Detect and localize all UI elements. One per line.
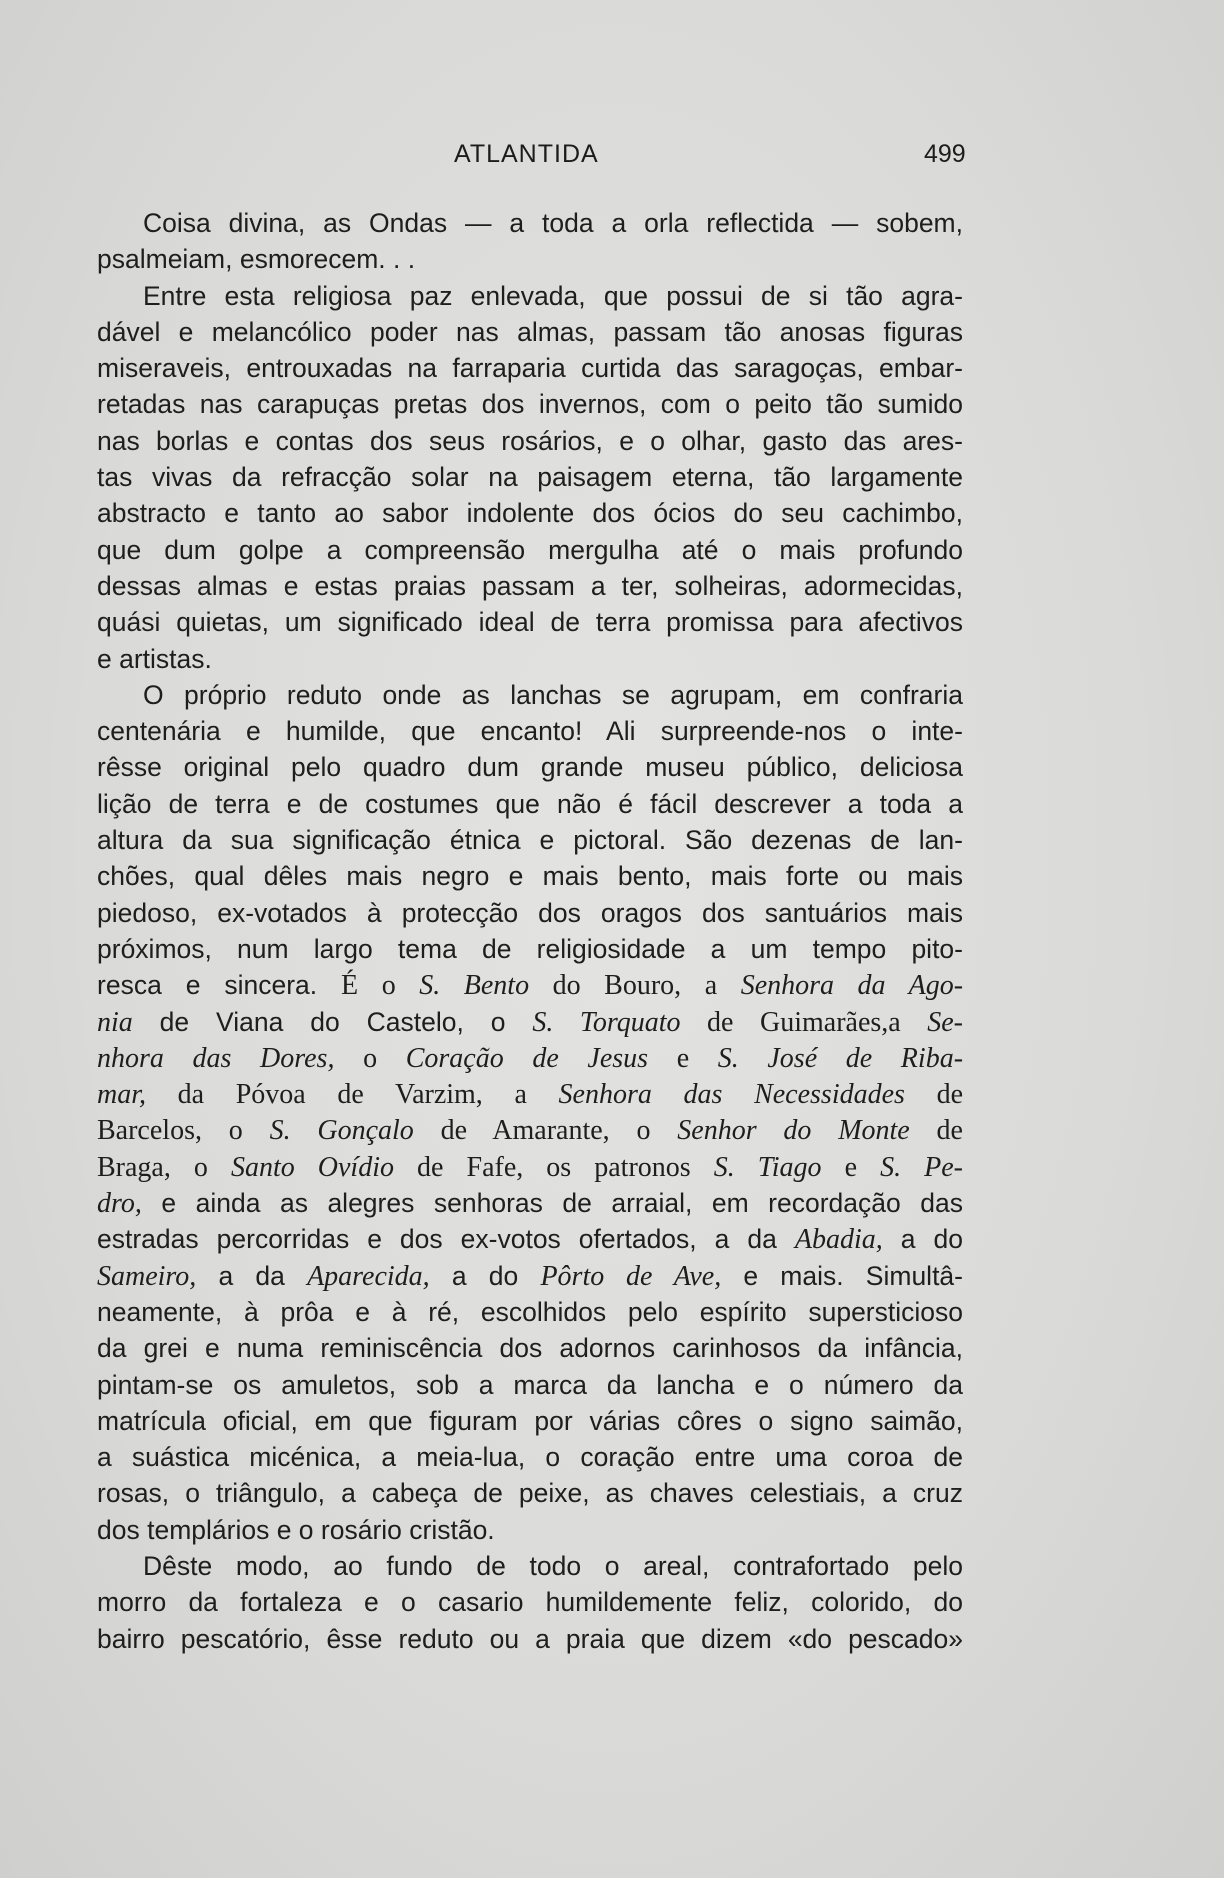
text-run: próximos, num largo tema de religiosidade a um tempo pito- — [97, 933, 963, 964]
text-line — [97, 749, 963, 785]
text-run: matrícula oficial, em que figuram por várias côres o signo saimão, — [97, 1405, 963, 1436]
text-line — [97, 1621, 963, 1657]
page-header — [0, 140, 1224, 176]
text-run: estradas percorridas e dos ex-votos ofertados, a da — [97, 1224, 795, 1255]
text-line — [97, 1149, 963, 1185]
text-run: miseraveis, entrouxadas na farraparia curtida das saragoças, embar- — [97, 353, 963, 384]
italic-text: Sameiro, — [97, 1260, 197, 1292]
text-line — [97, 1367, 963, 1403]
text-line — [97, 1258, 963, 1294]
italic-text: Senhor do Monte — [677, 1115, 910, 1147]
text-line — [97, 677, 963, 713]
text-line — [97, 423, 963, 459]
text-run: de — [904, 1079, 963, 1111]
text-run: de Viana do Castelo, o — [132, 1006, 533, 1037]
text-line — [97, 713, 963, 749]
text-run: do Bouro, a — [529, 970, 741, 1002]
italic-text: Aparecida, — [307, 1260, 430, 1292]
text-run: neamente, à prôa e à ré, escolhidos pelo espírito supersticioso — [97, 1296, 963, 1327]
italic-text: Coração de Jesus — [405, 1042, 649, 1074]
text-run: de Guimarães,a — [680, 1006, 928, 1038]
italic-text: Se- — [927, 1006, 963, 1038]
italic-text: Abadia, — [794, 1224, 883, 1256]
text-line — [97, 1439, 963, 1475]
text-run: o — [334, 1042, 406, 1074]
text-line — [97, 1512, 963, 1548]
text-run: altura da sua significação étnica e pictoral. São dezenas de lan- — [97, 825, 963, 856]
italic-text: Santo Ovídio — [230, 1151, 394, 1183]
text-line — [97, 895, 963, 931]
text-line — [97, 1185, 963, 1221]
text-run: dos templários e o rosário cristão. — [97, 1514, 495, 1545]
text-run: abstracto e tanto ao sabor indolente dos ócios do seu cachimbo, — [97, 498, 963, 529]
text-run: dável e melancólico poder nas almas, passam tão anosas figuras — [97, 316, 963, 347]
running-head: ATLANTIDA — [454, 140, 599, 168]
text-run: Dêste modo, ao fundo de todo o areal, contrafortado pelo — [143, 1550, 963, 1581]
text-run: a suástica micénica, a meia-lua, o coração entre uma coroa de — [97, 1442, 963, 1473]
text-line — [97, 1584, 963, 1620]
text-run: bairro pescatório, êsse reduto ou a praia que dizem «do pescado» — [97, 1623, 963, 1654]
text-line — [97, 205, 963, 241]
text-run: a do — [429, 1260, 541, 1291]
italic-text: dro, — [97, 1188, 142, 1220]
text-run: morro da fortaleza e o casario humildemente feliz, colorido, do — [97, 1587, 963, 1618]
text-run: de Amarante, o — [413, 1115, 678, 1147]
text-line — [97, 1040, 963, 1076]
text-run: piedoso, ex-votados à protecção dos oragos dos santuários mais — [97, 897, 963, 928]
text-line — [97, 1112, 963, 1148]
text-line — [97, 604, 963, 640]
italic-text: S. Bento — [419, 970, 530, 1002]
italic-text: nhora das Dores, — [97, 1042, 335, 1074]
text-run: a do — [882, 1224, 963, 1255]
text-run: É o — [341, 970, 420, 1002]
italic-text: S. Tiago — [713, 1151, 822, 1183]
italic-text: Senhora da Ago- — [740, 970, 964, 1002]
text-run: que dum golpe a compreensão mergulha até o mais profundo — [97, 534, 963, 565]
text-line — [97, 931, 963, 967]
text-run: da grei e numa reminiscência dos adornos carinhosos da infância, — [97, 1333, 963, 1364]
text-line — [97, 1221, 963, 1257]
text-run: e artistas. — [97, 643, 212, 674]
text-run: de Fafe, os patronos — [393, 1151, 714, 1183]
text-line — [97, 1548, 963, 1584]
text-run: quási quietas, um significado ideal de terra promissa para afectivos — [97, 607, 963, 638]
text-line — [97, 822, 963, 858]
text-run: a da — [196, 1260, 308, 1291]
body-text — [97, 205, 963, 1657]
italic-text: Pôrto de Ave, — [540, 1260, 722, 1292]
italic-text: mar, — [97, 1079, 147, 1111]
text-run: e ainda as alegres senhoras de arraial, em recordação das — [141, 1188, 963, 1219]
text-line — [97, 568, 963, 604]
text-line — [97, 532, 963, 568]
text-line — [97, 350, 963, 386]
text-line — [97, 641, 963, 677]
text-line — [97, 1330, 963, 1366]
text-line — [97, 1004, 963, 1040]
text-run: psalmeiam, esmorecem. . . — [97, 244, 416, 275]
page-number: 499 — [924, 140, 966, 168]
text-line — [97, 459, 963, 495]
text-run: Braga, o — [97, 1151, 231, 1183]
italic-text: S. José de Riba- — [717, 1042, 964, 1074]
text-run: Barcelos, o — [97, 1115, 270, 1147]
italic-text: S. Torquato — [532, 1006, 681, 1038]
text-run: rosas, o triângulo, a cabeça de peixe, as chaves celestiais, a cruz — [97, 1478, 963, 1509]
text-line — [97, 495, 963, 531]
text-run: retadas nas carapuças pretas dos invernos, com o peito tão sumido — [97, 389, 963, 420]
text-run: Coisa divina, as Ondas — a toda a orla reflectida — sobem, — [143, 208, 963, 238]
text-run: nas borlas e contas dos seus rosários, e o olhar, gasto das ares- — [97, 425, 963, 456]
text-line — [97, 1475, 963, 1511]
text-run: pintam-se os amuletos, sob a marca da lancha e o número da — [97, 1369, 963, 1400]
text-line — [97, 1294, 963, 1330]
italic-text: S. Pe- — [880, 1151, 963, 1183]
text-run: da Póvoa de Varzim, a — [146, 1079, 559, 1111]
text-run: de — [909, 1115, 963, 1147]
text-line — [97, 1076, 963, 1112]
text-run: e — [821, 1151, 881, 1183]
text-line — [97, 278, 963, 314]
text-run: Entre esta religiosa paz enlevada, que possui de si tão agra- — [143, 280, 963, 311]
text-line — [97, 314, 963, 350]
italic-text: nia — [97, 1006, 133, 1038]
text-run: O próprio reduto onde as lanchas se agrupam, em confraria — [143, 679, 963, 710]
text-run: rêsse original pelo quadro dum grande museu público, deliciosa — [97, 752, 963, 783]
text-line — [97, 858, 963, 894]
text-line — [97, 386, 963, 422]
text-run: lição de terra e de costumes que não é fácil descrever a toda a — [97, 788, 963, 819]
text-line — [97, 967, 963, 1003]
text-run: dessas almas e estas praias passam a ter, solheiras, adormecidas, — [97, 570, 963, 601]
italic-text: Senhora das Necessidades — [558, 1079, 905, 1111]
text-line — [97, 241, 963, 277]
text-run: e — [648, 1042, 718, 1074]
text-run: e mais. Simultâ- — [721, 1260, 963, 1291]
text-run: tas vivas da refracção solar na paisagem eterna, tão largamente — [97, 462, 963, 493]
text-run: chões, qual dêles mais negro e mais bento, mais forte ou mais — [97, 861, 963, 892]
text-line — [97, 786, 963, 822]
text-run: centenária e humilde, que encanto! Ali surpreende-nos o inte- — [97, 716, 963, 747]
italic-text: S. Gonçalo — [269, 1115, 414, 1147]
text-run: resca e sincera. — [97, 970, 342, 1001]
text-line — [97, 1403, 963, 1439]
